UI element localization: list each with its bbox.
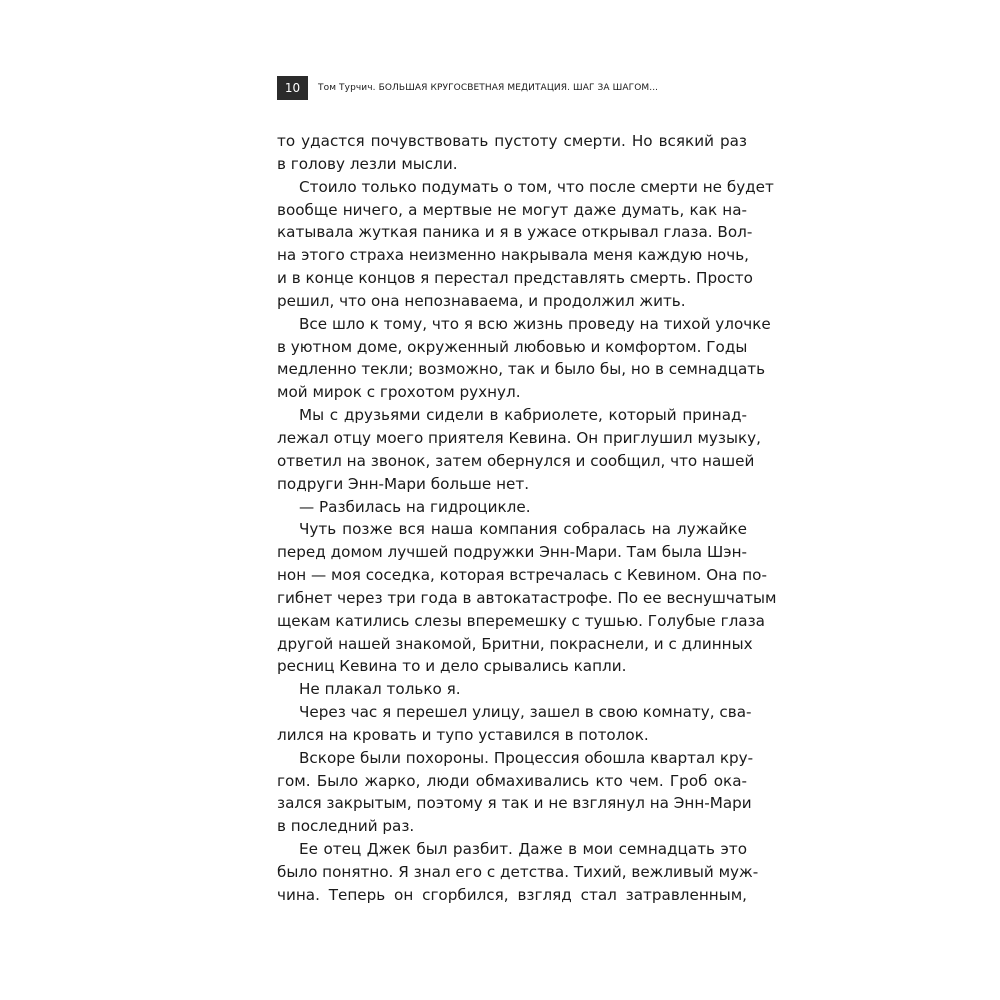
text-line: лежал отцу моего приятеля Кевина. Он приглушил музыку,	[277, 428, 761, 447]
text-line: щекам катились слезы вперемешку с тушью. Голубые глаза	[277, 611, 765, 630]
text-line: мой мирок с грохотом рухнул.	[277, 383, 521, 402]
text-line: лился на кровать и тупо уставился в потолок.	[277, 725, 649, 744]
text-line: подруги Энн-Мари больше нет.	[277, 474, 530, 493]
text-line: на этого страха неизменно накрывала меня каждую ночь,	[277, 246, 749, 265]
text-line: чина. Теперь он сгорбился, взгляд стал затравленным,	[277, 885, 747, 904]
text-line: другой нашей знакомой, Бритни, покраснели, и с длинных	[277, 634, 753, 653]
text-line: зался закрытым, поэтому я так и не взглянул на Энн-Мари	[277, 794, 752, 813]
text-line: Все шло к тому, что я всю жизнь проведу на тихой улочке	[299, 314, 771, 333]
text-line: перед домом лучшей подружки Энн-Мари. Там была Шэн-	[277, 543, 747, 562]
text-line: в последний раз.	[277, 817, 415, 836]
text-line: Мы с друзьями сидели в кабриолете, который принад-	[299, 406, 747, 425]
text-line: Вскоре были похороны. Процессия обошла квартал кру-	[299, 748, 754, 767]
text-line: то удастся почувствовать пустоту смерти. Но всякий раз	[277, 132, 747, 150]
text-line: было понятно. Я знал его с детства. Тихий, вежливый муж-	[277, 863, 759, 881]
text-line: гом. Было жарко, люди обмахивались кто чем. Гроб ока-	[277, 771, 747, 790]
running-head	[277, 76, 658, 100]
text-line: Не плакал только я.	[299, 680, 461, 699]
text-line: в голову лезли мысли.	[277, 154, 458, 173]
text-line: ресниц Кевина то и дело срывались капли.	[277, 657, 627, 676]
text-line: — Разбилась на гидроцикле.	[299, 497, 531, 516]
text-line: катывала жуткая паника и я в ужасе открывал глаза. Вол-	[277, 223, 753, 242]
text-line: в уютном доме, окруженный любовью и комфортом. Годы	[277, 337, 748, 356]
running-title: Том Турчич. БОЛЬШАЯ КРУГОСВЕТНАЯ МЕДИТАЦИЯ. ШАГ ЗА ШАГОМ...	[318, 83, 659, 93]
text-line: медленно текли; возможно, так и было бы, но в семнадцать	[277, 360, 766, 379]
text-line: решил, что она непознаваема, и продолжил жить.	[277, 291, 686, 310]
text-line: гибнет через три года в автокатастрофе. По ее веснушчатым	[277, 588, 777, 607]
text-line: вообще ничего, а мертвые не могут даже думать, как на-	[277, 200, 747, 219]
body-text	[277, 130, 777, 907]
text-line: Чуть позже вся наша компания собралась на лужайке	[299, 520, 747, 539]
text-line: Через час я перешел улицу, зашел в свою комнату, сва-	[299, 703, 752, 722]
text-line: Ее отец Джек был разбит. Даже в мои семнадцать это	[299, 840, 747, 859]
text-line: и в конце концов я перестал представлять смерть. Просто	[277, 269, 753, 288]
text-line: ответил на звонок, затем обернулся и сообщил, что нашей	[277, 451, 755, 470]
page-number: 10	[277, 76, 308, 100]
text-line: Стоило только подумать о том, что после смерти не будет	[299, 177, 774, 196]
text-line: нон — моя соседка, которая встречалась с Кевином. Она по-	[277, 566, 767, 585]
